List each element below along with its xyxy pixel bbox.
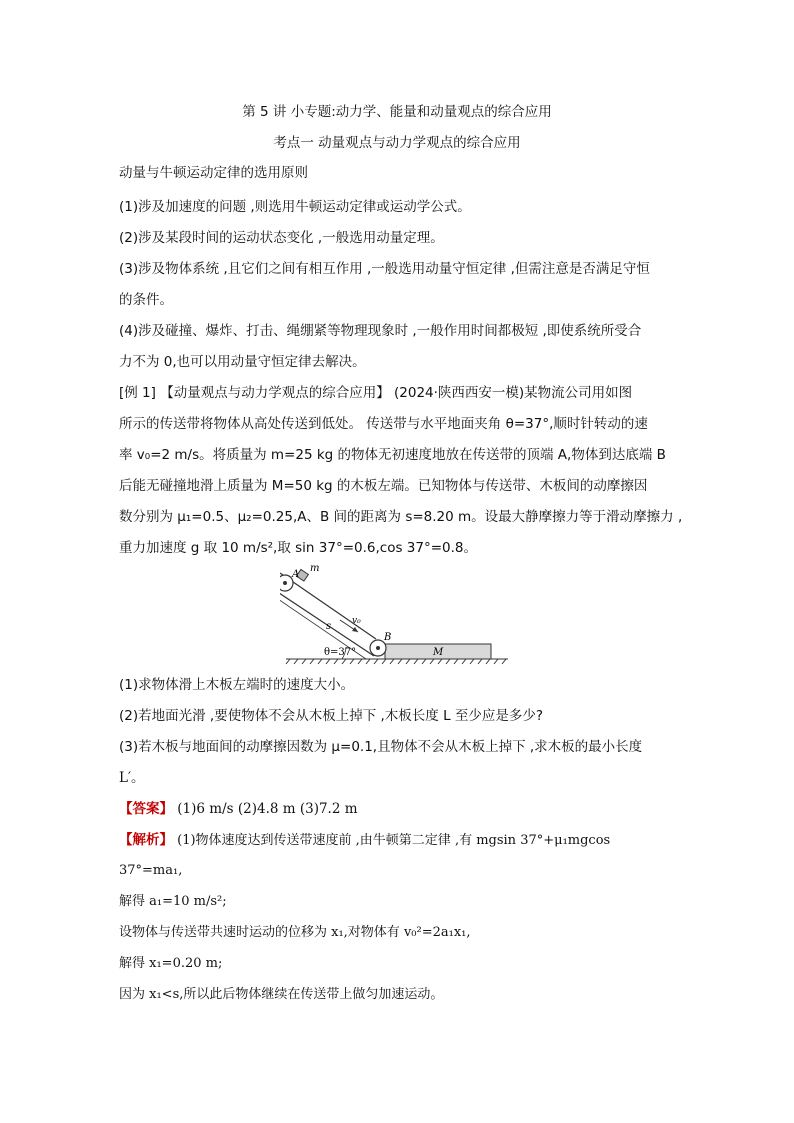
solution-line: 解得 a₁=10 m/s²;: [119, 894, 227, 909]
conveyor-belt-figure: [280, 563, 512, 667]
principle-line: (2)涉及某段时间的运动状态变化 ,一般选用动量定理。: [119, 230, 444, 246]
velocity-arrowhead: [352, 627, 358, 632]
question-line: (1)求物体滑上木板左端时的速度大小。: [119, 677, 355, 693]
ground-hatch: [286, 659, 508, 664]
label-angle: θ=37°: [324, 647, 357, 658]
solution-line: 37°=ma₁,: [119, 863, 183, 878]
principle-line: 力不为 0,也可以用动量守恒定律去解决。: [119, 354, 366, 370]
example-line: 数分别为 μ₁=0.5、μ₂=0.25,A、B 间的距离为 s=8.20 m。设最大静摩擦力等于滑动摩擦力 ,: [119, 509, 683, 525]
solution-line: 解得 x₁=0.20 m;: [119, 956, 223, 971]
analysis-first-line: (1)物体速度达到传送带速度前 ,由牛顿第二定律 ,有 mgsin 37°+μ₁mgcos: [173, 833, 611, 848]
example-line: 重力加速度 g 取 10 m/s²,取 sin 37°=0.6,cos 37°=0.8。: [119, 540, 477, 556]
lecture-title: 第 5 讲 小专题:动力学、能量和动量观点的综合应用: [242, 104, 552, 120]
principle-line: 的条件。: [119, 292, 173, 308]
pulley-a-axle: [283, 581, 287, 585]
question-line: (3)若木板与地面间的动摩擦因数为 μ=0.1,且物体不会从木板上掉下 ,求木板的最小长度: [119, 739, 643, 755]
solution-line: 设物体与传送带共速时运动的位移为 x₁,对物体有 v₀²=2a₁x₁,: [119, 925, 471, 940]
topic-subtitle: 考点一 动量观点与动力学观点的综合应用: [273, 135, 521, 151]
question-line: L′。: [119, 770, 145, 786]
label-s: s: [326, 621, 332, 632]
answer-text: (1)6 m/s (2)4.8 m (3)7.2 m: [173, 801, 358, 817]
example-line: 所示的传送带将物体从高处传送到低处。 传送带与水平地面夹角 θ=37°,顺时针转动的速: [119, 416, 648, 432]
label-a: A: [292, 569, 300, 580]
example-line: 率 v₀=2 m/s。将质量为 m=25 kg 的物体无初速度地放在传送带的顶端 A,物体到达底端 B: [119, 447, 666, 463]
answer-tag: 【答案】: [119, 801, 173, 817]
solution-line: 因为 x₁<s,所以此后物体继续在传送带上做匀加速运动。: [119, 987, 444, 1002]
principle-line: (3)涉及物体系统 ,且它们之间有相互作用 ,一般选用动量守恒定律 ,但需注意是否满足守恒: [119, 261, 650, 277]
pulley-b-axle: [376, 646, 380, 650]
example-line: 后能无碰撞地滑上质量为 M=50 kg 的木板左端。已知物体与传送带、木板间的动摩擦因: [119, 478, 648, 494]
label-board-m: M: [433, 647, 444, 658]
example-line: [例 1] 【动量观点与动力学观点的综合应用】 (2024·陕西西安一模)某物流公司用如图: [119, 385, 633, 401]
answer-line: [119, 800, 358, 818]
label-m: m: [310, 563, 320, 574]
label-b: B: [384, 632, 392, 643]
principle-line: (1)涉及加速度的问题 ,则选用牛顿运动定律或运动学公式。: [119, 199, 471, 215]
analysis-tag: 【解析】: [119, 832, 173, 848]
question-line: (2)若地面光滑 ,要使物体不会从木板上掉下 ,木板长度 L 至少应是多少?: [119, 708, 544, 724]
label-v0: v₀: [352, 616, 361, 626]
analysis-line: [119, 831, 610, 850]
principle-line: (4)涉及碰撞、爆炸、打击、绳绷紧等物理现象时 ,一般作用时间都极短 ,即使系统所受合: [119, 323, 642, 339]
section-heading: 动量与牛顿运动定律的选用原则: [119, 165, 308, 181]
